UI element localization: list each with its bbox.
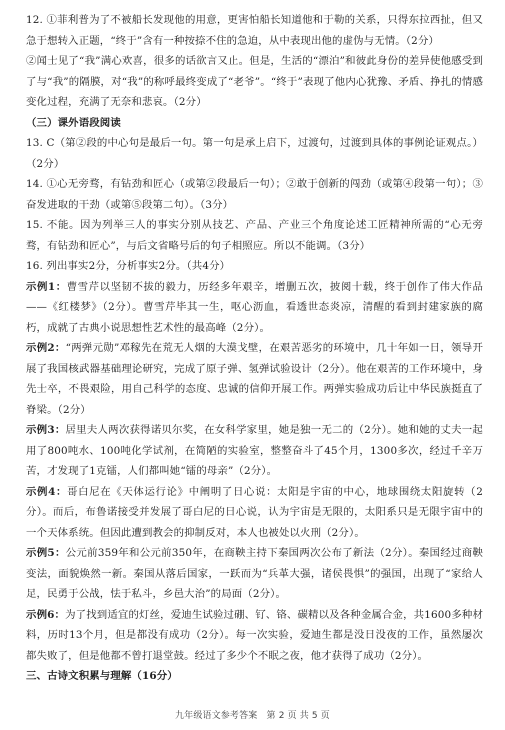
example-1-text: 曹雪芹以坚韧不拔的毅力，历经多年艰辛，增删五次，披阅十载，终于创作了伟大作品——《红楼梦》（2分）。曹雪芹毕其一生，呕心沥血，看透世态炎凉，清醒的看到封建家族的腐朽，成就了古典小说思想性艺术性的最高峰（2分）。	[26, 280, 483, 334]
example-6	[26, 605, 483, 667]
example-3-text: 居里夫人两次获得诺贝尔奖，在女科学家里，她是独一无二的（2分）。她和她的丈夫一起用了800吨水、100吨化学试剂，在简陋的实验室，整整奋斗了45个月，1300多次，经过千辛万苦，才发现了1克镭，人们都叫她“镭的母亲”（2分）。	[26, 424, 483, 477]
answer-13: 13. C（第②段的中心句是最后一句。第一句是承上启下，过渡句，过渡到具体的事例论证观点。）（2分）	[26, 137, 483, 170]
example-2-label: 示例2：	[26, 342, 66, 354]
example-3-label: 示例3：	[26, 424, 66, 436]
example-6-text: 为了找到适宜的灯丝，爱迪生试验过硼、钌、铬、碳精以及各种金属合金，共1600多种材料，历时13个月，但是都没有成功（2分）。每一次实验，爱迪生都是没日没夜的工作，虽然屡次都失败了，但是他都不曾打退堂鼓。经过了多少个不眠之夜，他才获得了成功（2分）。	[26, 608, 483, 662]
example-4-text: 哥白尼在《天体运行论》中阐明了日心说：太阳是宇宙的中心，地球围绕太阳旋转（2分）。而后，布鲁诺接受并发展了哥白尼的日心说，认为宇宙是无限的，太阳系只是无限宇宙中的一个天体系统。但因此遭到教会的抑制反对，本人也被处以火刑（2分）。	[26, 485, 483, 539]
example-5-text: 公元前359年和公元前350年，在商鞅主持下秦国两次公布了新法（2分）。秦国经过商鞅变法，面貌焕然一新。秦国从落后国家，一跃而为“兵革大强，诸侯畏惧”的强国，出现了“家给人足，民勇于公战，怯于私斗，乡邑大治”的局面（2分）。	[26, 547, 483, 600]
answer-14: 14. ①心无旁骛，有钻劲和匠心（或第②段最后一句）；②敢于创新的闯劲（或第④段第一句）；③奋发进取的干劲（或第⑤段第二句）。（3分）	[26, 178, 483, 211]
example-2-text: “两弹元勋”邓稼先在荒无人烟的大漠戈壁，在艰苦恶劣的环境中，几十年如一日，领导开展了我国核武器基础理论研究，完成了原子弹、氢弹试验设计（2分）。他在艰苦的工作环境中，身先士卒，不畏艰险，用自己科学的态度、忠诚的信仰开展工作。两弹实验成功后让中华民族挺直了脊梁。（2分）	[26, 342, 483, 416]
answer-12-part2: ②闻士见了“我”满心欢喜，很多的话欲言又止。但是，生活的“漂泊”和彼此身份的差异使他感受到了与“我”的隔膜，对“我”的称呼最终变成了“老爷”。“终于”表现了他内心犹豫、矛盾、挣扎的情感变化过程，充满了无奈和悲哀。（2分）	[26, 55, 483, 108]
example-6-label: 示例6：	[26, 608, 66, 621]
example-5-label: 示例5：	[26, 547, 66, 559]
page-footer: 九年级语文参考答案 第 2 页 共 5 页	[175, 711, 330, 721]
example-2	[26, 338, 483, 420]
answer-15: 15. 不能。因为列举三人的事实分别从技艺、产品、产业三个角度论述工匠精神所需的“心无旁骛，有钻劲和匠心”，与后文省略号后的句子相照应。所以不能调。（3分）	[26, 219, 483, 252]
answer-12-part1: 12. ①菲利普为了不被船长发现他的用意，更害怕船长知道他和于勒的关系，只得东拉西扯，但又急于想转入正题，“终于”含有一种按捺不住的急迫，从中表现出他的虚伪与无情。（2分）	[26, 14, 483, 47]
answer-16-intro: 16. 列出事实2分，分析事实2分。（共4分）	[26, 260, 231, 272]
example-1	[26, 277, 483, 339]
section-heading-classical-poetry: 三、古诗文积累与理解（16分）	[26, 670, 178, 682]
example-4-label: 示例4：	[26, 485, 68, 498]
section-heading-extracurricular-reading: （三）课外语段阅读	[26, 116, 121, 129]
example-3	[26, 420, 483, 482]
example-4	[26, 482, 483, 544]
example-1-label: 示例1：	[26, 280, 67, 293]
example-5	[26, 543, 483, 605]
